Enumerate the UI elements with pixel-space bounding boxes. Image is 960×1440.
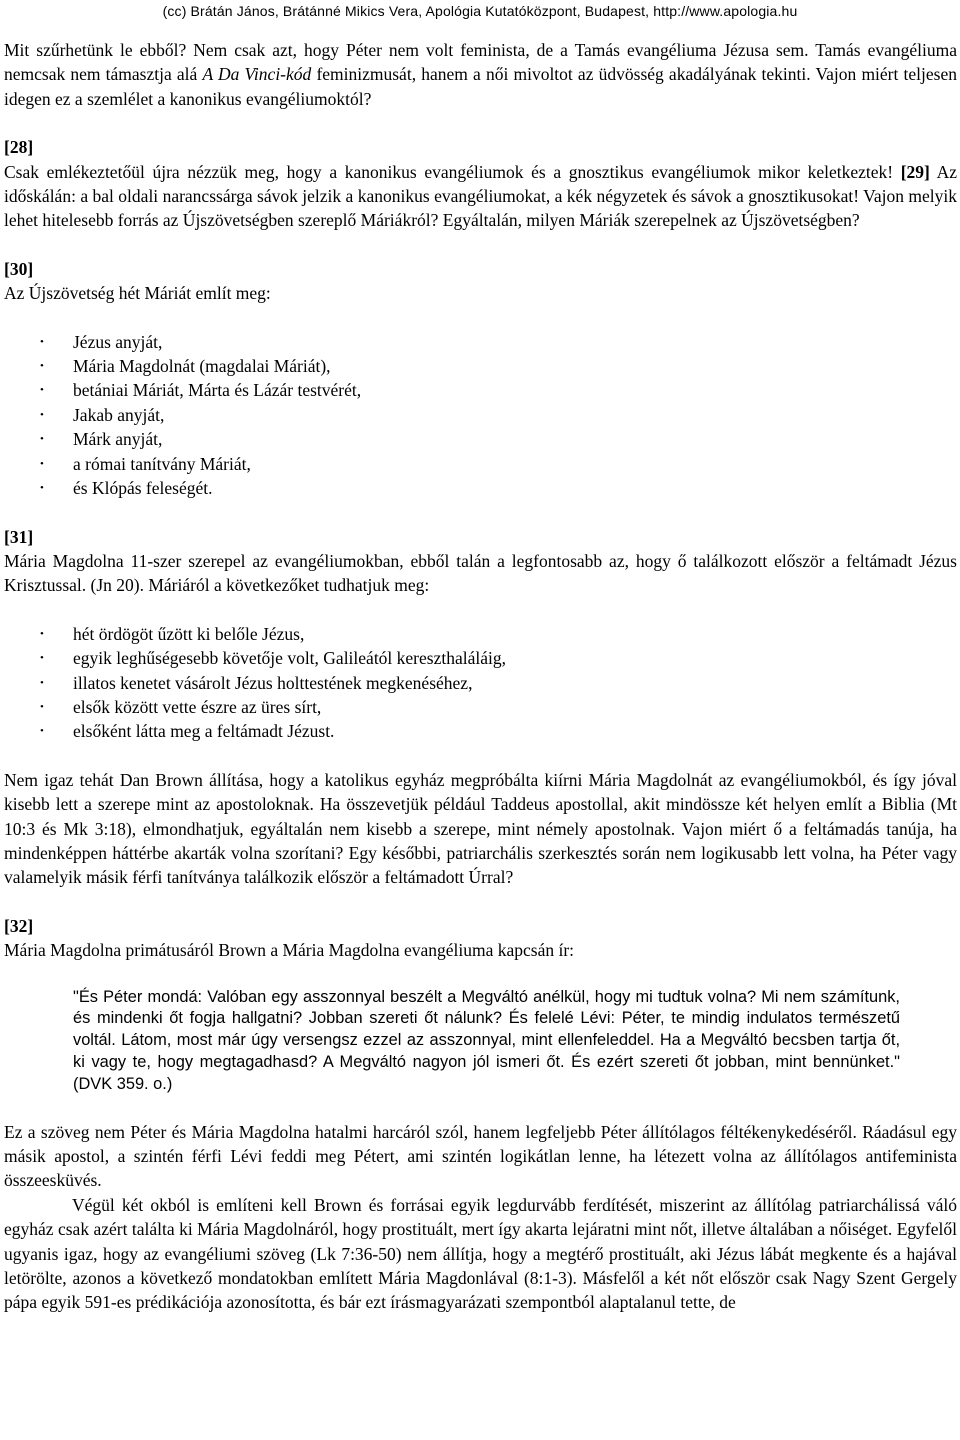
block-quote: "És Péter mondá: Valóban egy asszonnyal beszélt a Megváltó anélkül, hogy mi tudtuk volna? Mi nem számítunk, és mindenki őt fogja hallgatni? Jobban szereti őt nálunk? És felelé Lévi: Péter, te mindig indulatos természetű voltál. Látom, most már úgy versengsz ezzel az asszonnyal, mint ellenfeleddel. Ha a Megváltó becsben tartja őt, ki vagy te, hogy megtagadhasd? A Megváltó nagyon jól ismeri őt. És ezért szereti őt jobban, mint bennünket." (DVK 359. o.) [73,987,900,1093]
page-header: (cc) Brátán János, Brátánné Mikics Vera, Apológia Kutatóközpont, Budapest, http://www.apologia.hu [162,3,798,19]
bullet-icon: • [40,360,44,373]
magdalene-facts-list [4,622,957,744]
section-28-marker: [28] [4,137,34,158]
bullet-icon: • [40,384,44,397]
section-32-paragraph-1: Ez a szöveg nem Péter és Mária Magdolna hatalmi harcáról szól, hanem legfeljebb Péter állítólagos féltékenykedéséről. Ráadásul egy másik apostol, a szintén férfi Lévi feddi meg Pétert, ami szintén logikátlan lenne, ha létezett volna az állítólagos antifeminista összeesküvés. [4,1121,957,1191]
section-28-text-a: Csak emlékeztetőül újra nézzük meg, hogy a kanonikus evangéliumok és a gnosztikus evangéliumok mikor keletkeztek! [4,161,901,182]
list-item [4,671,957,695]
list-item [4,330,957,354]
list-item [4,695,957,719]
section-31-intro: Mária Magdolna 11-szer szerepel az evangéliumokban, ebből talán a legfontosabb az, hogy ő találkozott először a feltámadt Jézus Krisztussal. (Jn 20). Máriáról a következőket tudhatjuk meg: [4,550,957,596]
bullet-icon: • [40,457,44,470]
section-32-marker: [32] [4,915,34,936]
list-item-text: és Klópás feleségét. [73,478,213,499]
list-item [4,427,957,451]
list-item [4,719,957,743]
list-item-text: illatos kenetet vásárolt Jézus holttestének megkenéséhez, [73,672,473,693]
section-28-text-b: Az időskálán: a bal oldali narancssárga sávok jelzik a kanonikus evangéliumokat, a kék négyzetek és sávok a gnosztikusokat! Vajon melyik lehet hitelesebb forrás az Újszövetségben szereplő Máriákról? Egyáltalán, milyen Máriák szerepelnek az Újszövetségben? [4,161,957,231]
section-28 [4,135,957,233]
marys-list [4,330,957,501]
list-item-text: elsők között vette észre az üres sírt, [73,696,322,717]
list-item [4,646,957,670]
section-31-marker: [31] [4,526,34,547]
list-item [4,378,957,402]
list-item-text: elsőként látta meg a feltámadt Jézust. [73,721,335,742]
section-30 [4,257,957,501]
bullet-icon: • [40,725,44,738]
intro-paragraph [4,38,957,111]
bullet-icon: • [40,700,44,713]
intro-text-a: Mit szűrhetünk le ebből? Nem csak azt, hogy Péter nem volt feminista, de a Tamás evangéliuma Jézusa sem. Tamás evangéliuma nemcsak nem támasztja alá [4,40,957,85]
list-item-text: Márk anyját, [73,429,163,450]
list-item-text: hét ördögöt űzött ki belőle Jézus, [73,623,305,644]
section-32 [4,914,957,1315]
list-item [4,403,957,427]
section-30-marker: [30] [4,258,34,279]
bullet-icon: • [40,408,44,421]
section-28-paragraph [4,160,957,233]
list-item-text: Mária Magdolnát (magdalai Máriát), [73,356,331,377]
bullet-icon: • [40,335,44,348]
list-item-text: egyik leghűségesebb követője volt, Galileától kereszthaláláig, [73,648,506,669]
bullet-icon: • [40,627,44,640]
bullet-icon: • [40,433,44,446]
section-31 [4,525,957,890]
bullet-icon: • [40,652,44,665]
list-item-text: a római tanítvány Máriát, [73,453,251,474]
list-item [4,476,957,500]
list-item-text: betániai Máriát, Márta és Lázár testvérét, [73,380,362,401]
intro-text-b: feminizmusát, hanem a női mivoltot az üdvösség akadályának tekinti. Vajon miért teljesen idegen ez a szemlélet a kanonikus evangéliumoktól? [4,64,957,109]
section-29-marker: [29] [900,161,930,182]
bullet-icon: • [40,482,44,495]
book-title: A Da Vinci-kód [202,64,312,85]
section-32-paragraph-2: Végül két okból is említeni kell Brown és forrásai egyik legdurvább ferdítését, miszerint az állítólag patriarchálissá váló egyház csak azért találta ki Mária Magdolnáról, hogy prostituált, mert így akarta lejáratni mint nőt, illetve általában a nőiséget. Egyfelől ugyanis igaz, hogy az evangéliumi szöveg (Lk 7:36-50) nem állítja, hogy a megtérő prostituált, aki Jézus lábát megkente és a hajával letörölte, azonos a következő mondatokban említett Mária Magdonlával (8:1-3). Másfelől a két nőt először csak Nagy Szent Gergely pápa egyik 591-es prédikációja azonosította, és bár ezt írásmagyarázati szempontból alaptalanul tette, de [4,1194,957,1313]
document-body [4,38,957,1315]
section-31-conclusion: Nem igaz tehát Dan Brown állítása, hogy a katolikus egyház megpróbálta kiírni Mária Magdolnát az evangéliumokból, és így jóval kisebb lett a szerepe mint az apostoloknak. Ha összevetjük például Taddeus apostollal, akit mindössze két helyen említ a Biblia (Mt 10:3 és Mk 3:18), elmondhatjuk, egyáltalán nem kisebb a szerepe, mint némely apostolnak. Vajon miért ő a feltámadás tanúja, ha mindenképpen háttérbe akarták volna szorítani? Egy későbbi, patriarchális szerkesztés során nem logikusabb lett volna, ha Péter vagy valamelyik másik férfi tanítványa találkozik először a feltámadott Úrral? [4,769,957,888]
section-30-intro: Az Újszövetség hét Máriát említ meg: [4,283,271,304]
list-item-text: Jakab anyját, [73,404,165,425]
section-32-intro: Mária Magdolna primátusáról Brown a Mária Magdolna evangéliuma kapcsán ír: [4,940,575,961]
list-item-text: Jézus anyját, [73,331,163,352]
list-item [4,452,957,476]
bullet-icon: • [40,676,44,689]
list-item [4,354,957,378]
list-item [4,622,957,646]
